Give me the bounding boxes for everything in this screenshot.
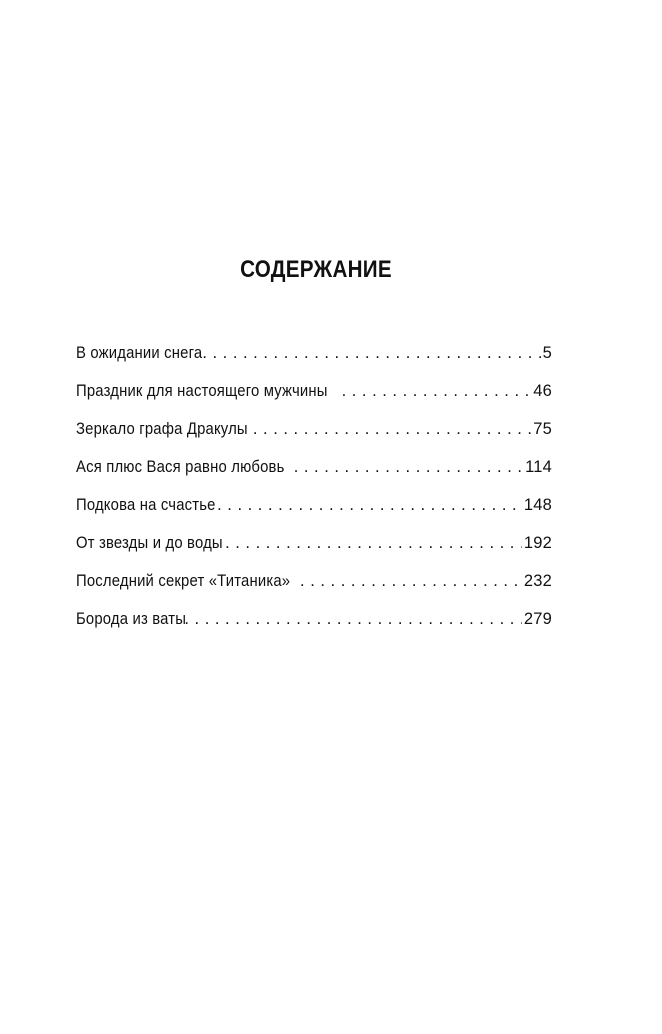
dot-leader [202, 340, 540, 366]
dot-leader [184, 606, 521, 632]
toc-page-number: 5 [542, 344, 552, 362]
toc-entry [76, 530, 552, 568]
dot-leader [225, 530, 522, 556]
dot-leader [217, 492, 522, 518]
toc-page-number: 114 [525, 458, 552, 476]
dot-leader [294, 454, 523, 480]
dot-leader [342, 378, 532, 404]
page-title: СОДЕРЖАНИЕ [240, 256, 392, 283]
dot-leader [253, 416, 531, 442]
toc-page-number: 232 [523, 572, 552, 590]
toc-entry [76, 492, 552, 530]
toc-entry [76, 416, 552, 454]
toc-entry-title: Ася плюс Вася равно любовь [76, 458, 285, 476]
toc-entry [76, 454, 552, 492]
toc-entry-title: Подкова на счастье [76, 496, 216, 514]
toc-entry [76, 340, 552, 378]
toc-entry [76, 606, 552, 644]
toc-entry-title: В ожидании снега [76, 344, 203, 362]
toc-page-number: 148 [523, 496, 552, 514]
toc-entry-title: Праздник для настоящего мужчины [76, 382, 328, 400]
toc-page-number: 279 [523, 610, 552, 628]
toc-entry [76, 568, 552, 606]
table-of-contents [76, 340, 552, 644]
toc-page-number: 75 [533, 420, 552, 438]
toc-entry-title: От звезды и до воды [76, 534, 223, 552]
toc-entry [76, 378, 552, 416]
toc-page-number: 46 [533, 382, 552, 400]
toc-entry-title: Зеркало графа Дракулы [76, 420, 248, 438]
toc-page-number: 192 [523, 534, 552, 552]
toc-entry-title: Последний секрет «Титаника» [76, 572, 291, 590]
toc-entry-title: Борода из ваты [76, 610, 187, 628]
dot-leader [300, 568, 522, 594]
